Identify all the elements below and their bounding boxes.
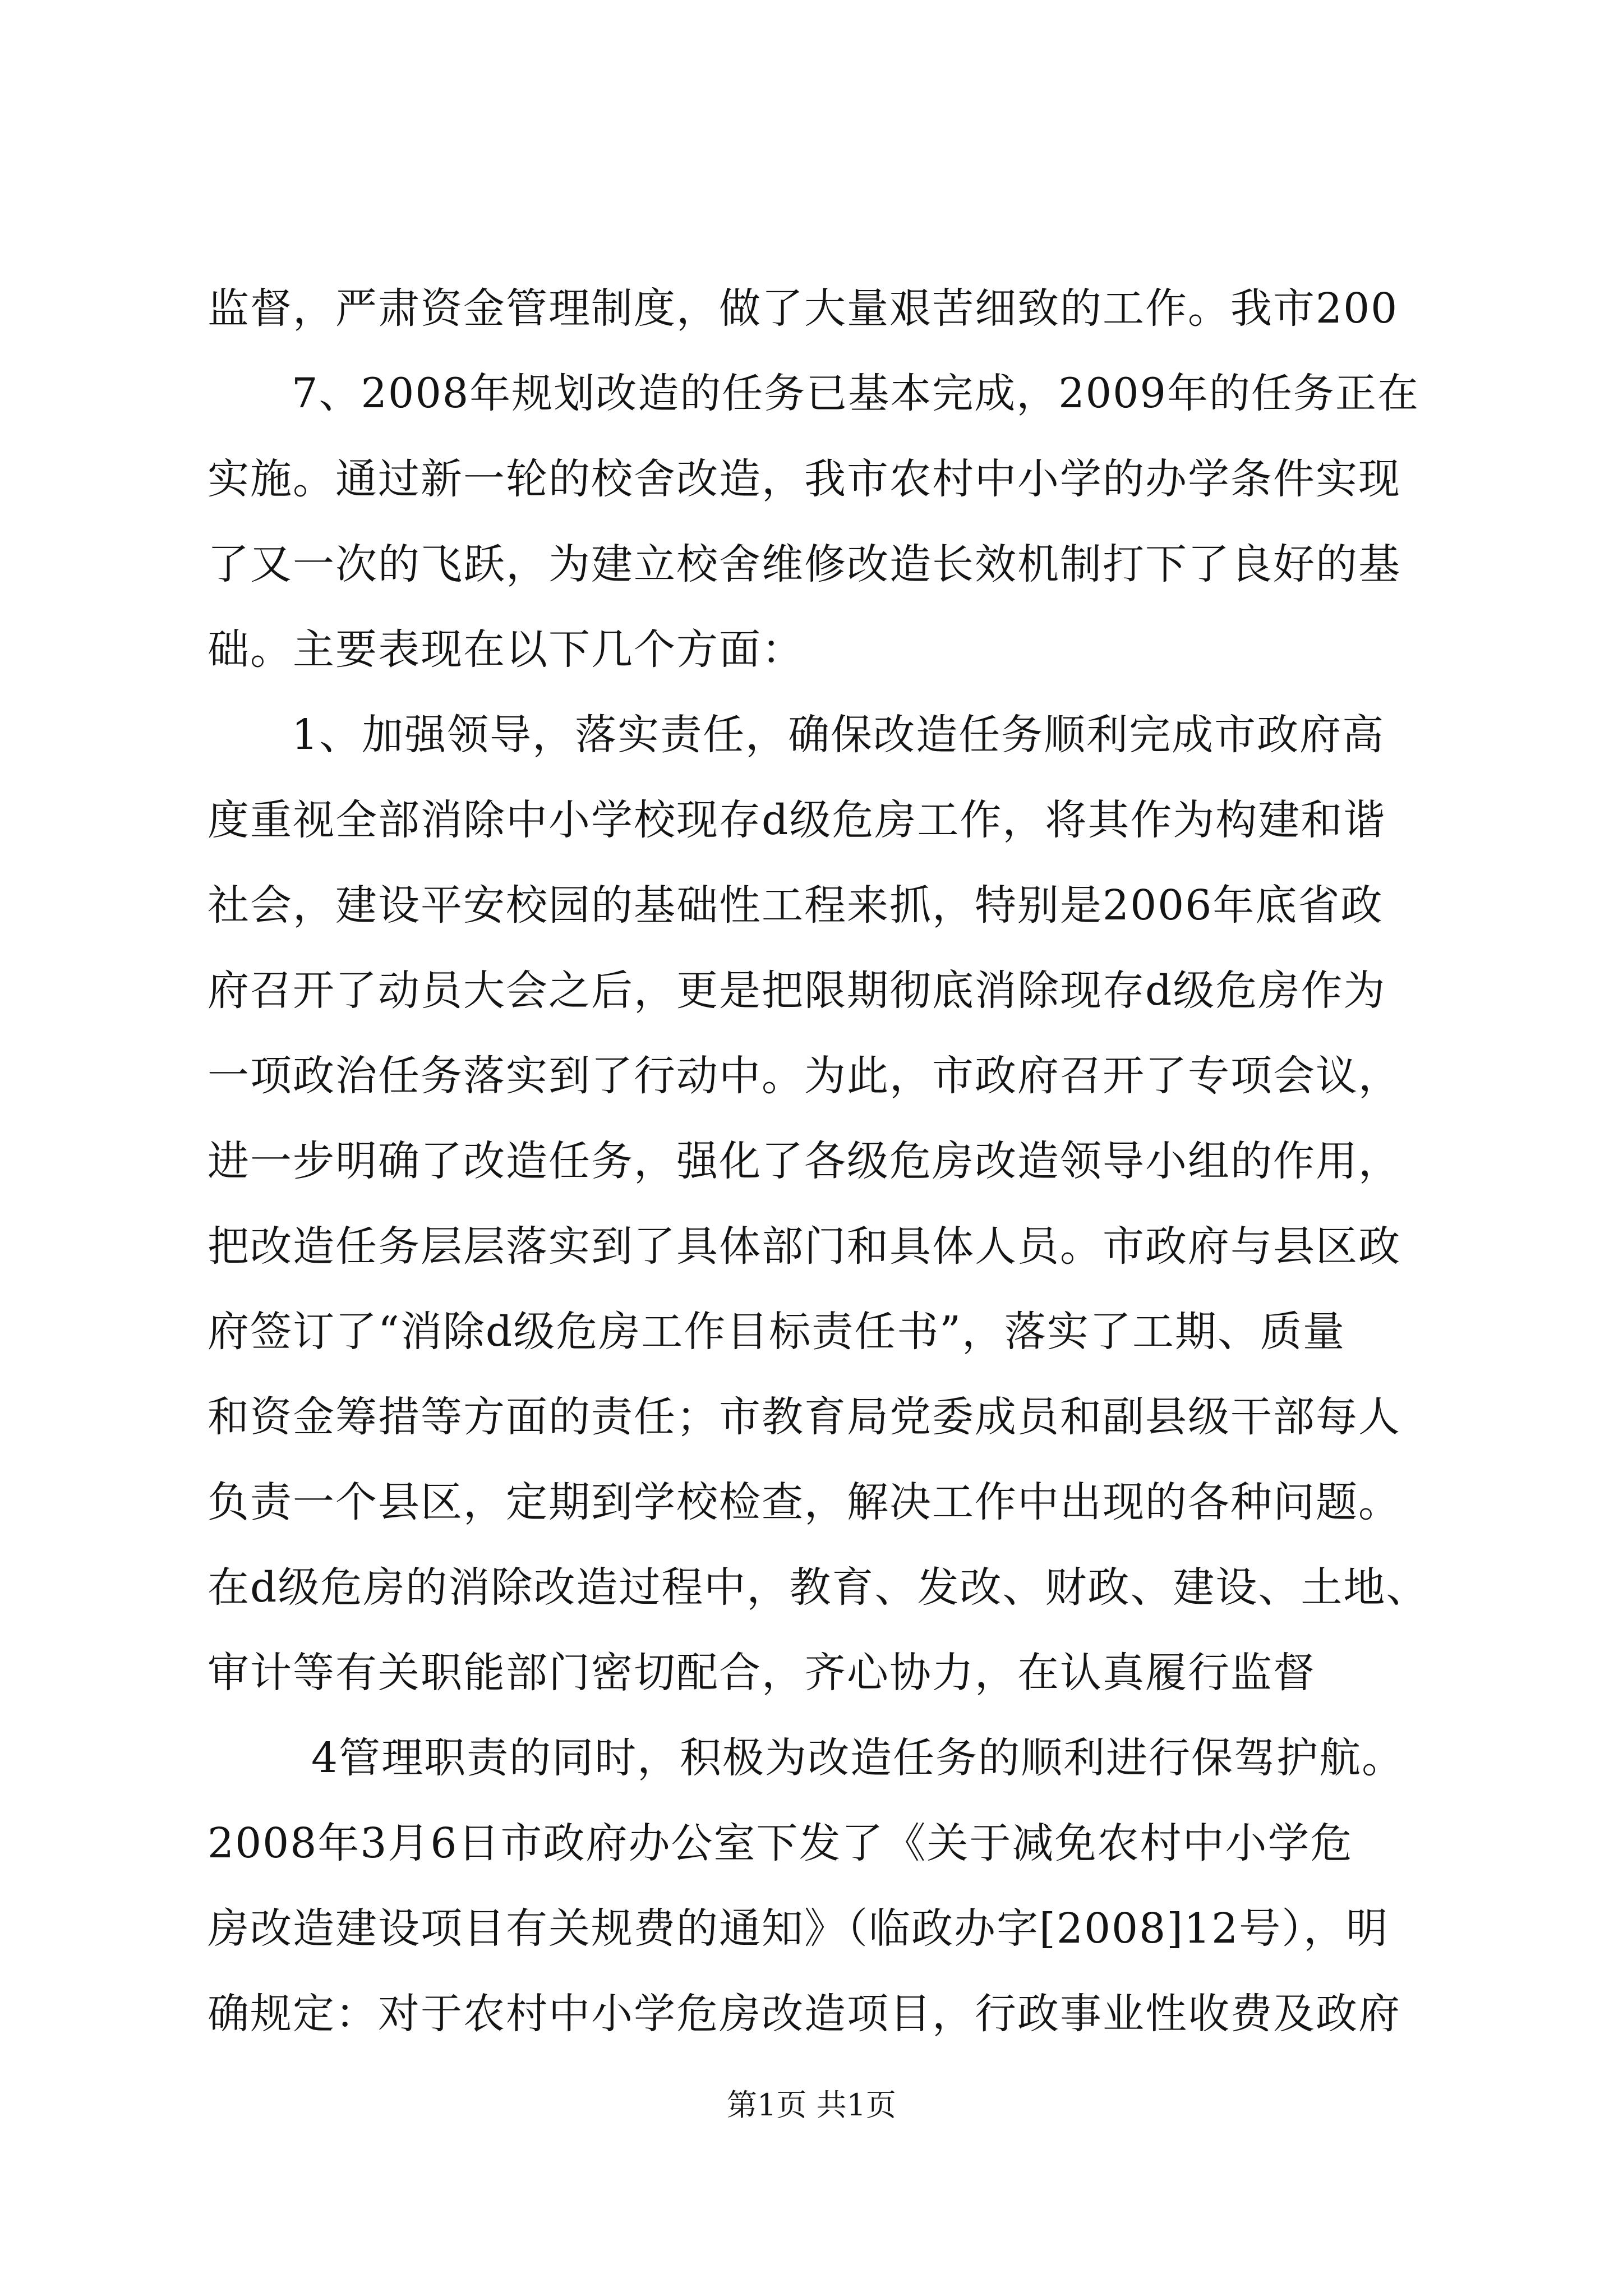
page-number-footer: 第1页 共1页 [727, 2087, 896, 2123]
text-line-9: 府召开了动员大会之后，更是把限期彻底消除现存d级危房作为 [208, 967, 1386, 1015]
text-line-16: 在d级危房的消除改造过程中，教育、发改、财政、建设、土地、 [208, 1563, 1429, 1612]
text-line-10: 一项政治任务落实到了行动中。为此，市政府召开了专项会议， [208, 1052, 1401, 1100]
text-line-1: 监督，严肃资金管理制度，做了大量艰苦细致的工作。我市200 [208, 284, 1399, 333]
text-line-19: 2008年3月6日市政府办公室下发了《关于减免农村中小学危 [208, 1819, 1353, 1867]
text-line-3: 实施。通过新一轮的校舍改造，我市农村中小学的办学条件实现 [208, 455, 1401, 503]
text-line-17: 审计等有关职能部门密切配合，齐心协力，在认真履行监督 [208, 1649, 1316, 1697]
text-line-2: 7、2008年规划改造的任务已基本完成，2009年的任务正在 [292, 370, 1420, 417]
text-line-21: 确规定：对于农村中小学危房改造项目，行政事业性收费及政府 [208, 1990, 1401, 2038]
text-line-7: 度重视全部消除中小学校现存d级危房工作，将其作为构建和谐 [208, 796, 1386, 844]
text-line-6: 1、加强领导，落实责任，确保改造任务顺利完成市政府高 [292, 711, 1385, 759]
text-line-5: 础。主要表现在以下几个方面： [208, 625, 804, 674]
text-line-8: 社会，建设平安校园的基础性工程来抓，特别是2006年底省政 [208, 881, 1384, 930]
text-line-15: 负责一个县区，定期到学校检查，解决工作中出现的各种问题。 [208, 1478, 1401, 1526]
text-line-14: 和资金筹措等方面的责任；市教育局党委成员和副县级干部每人 [208, 1393, 1401, 1441]
text-line-18: 4管理职责的同时，积极为改造任务的顺利进行保驾护航。 [311, 1734, 1405, 1782]
text-line-12: 把改造任务层层落实到了具体部门和具体人员。市政府与县区政 [208, 1222, 1401, 1271]
text-line-11: 进一步明确了改造任务，强化了各级危房改造领导小组的作用， [208, 1137, 1401, 1185]
text-line-4: 了又一次的飞跃，为建立校舍维修改造长效机制打下了良好的基 [208, 540, 1401, 588]
text-line-20: 房改造建设项目有关规费的通知》（临政办字[2008]12号），明 [208, 1904, 1389, 1953]
text-line-13: 府签订了“消除d级危房工作目标责任书”，落实了工期、质量 [208, 1308, 1346, 1356]
